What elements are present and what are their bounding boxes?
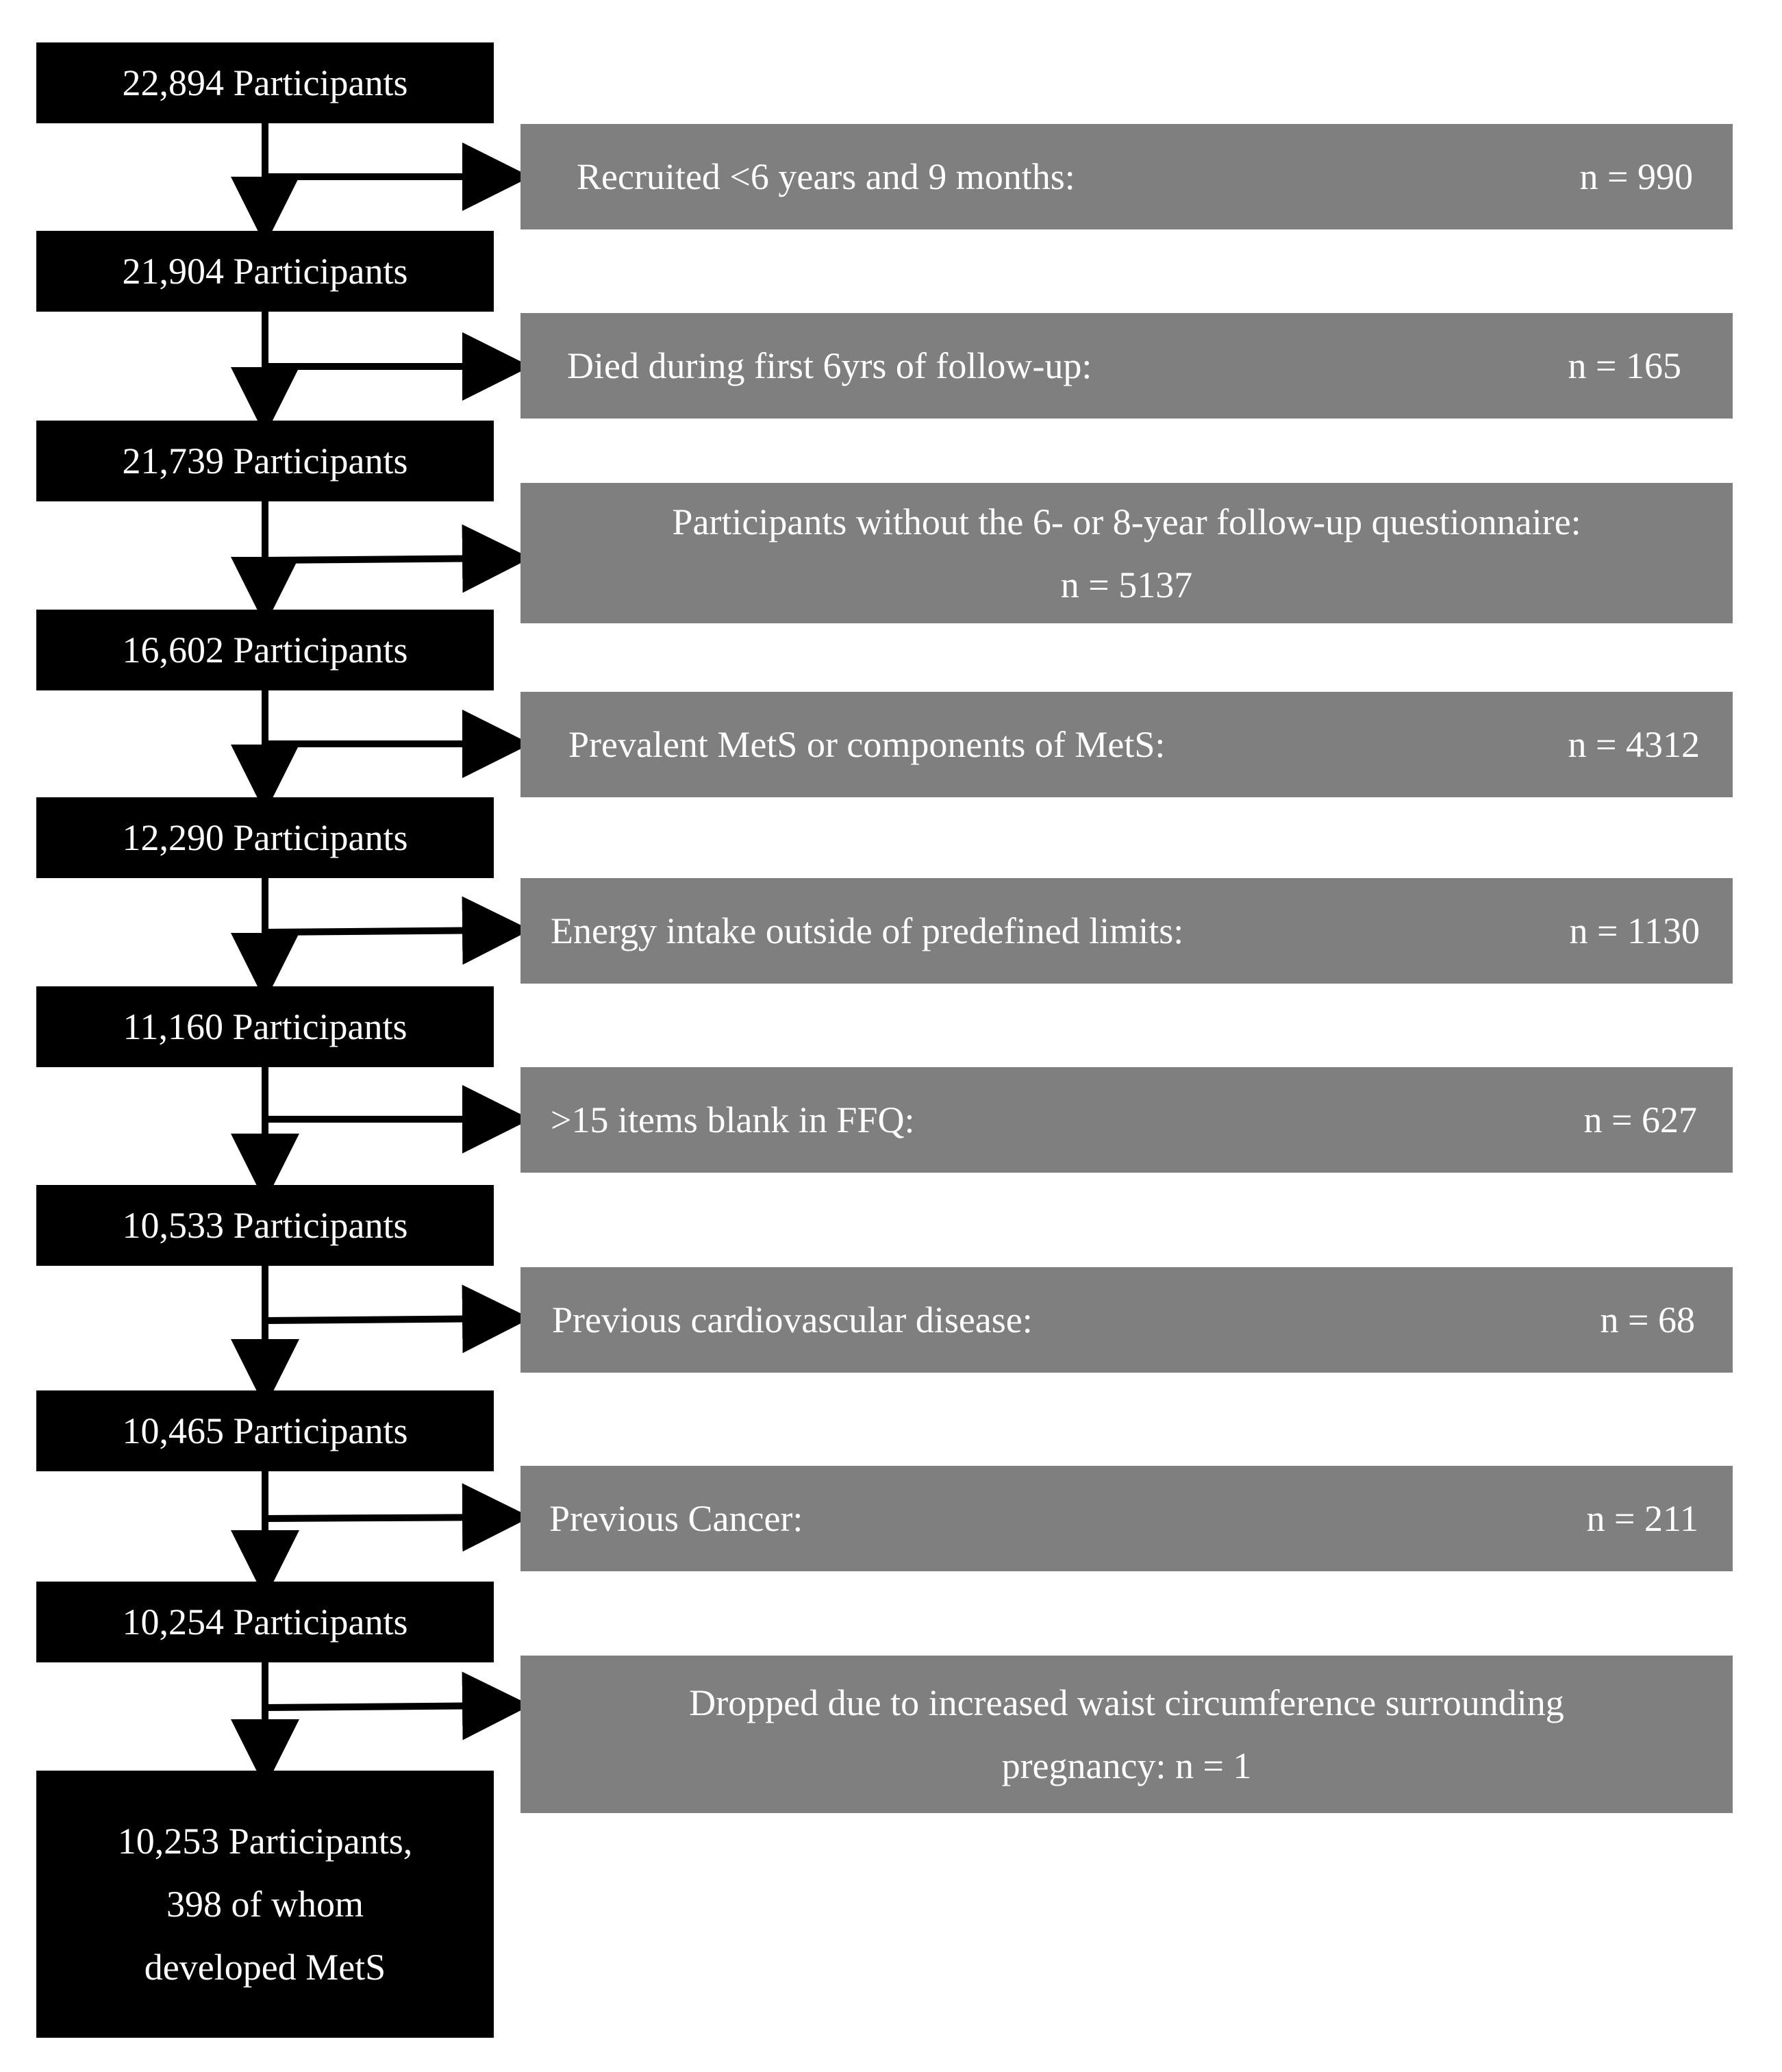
stage-box-2 [36, 231, 494, 312]
stage-box-4 [36, 610, 494, 690]
stage-box-3 [36, 421, 494, 501]
stage-label: 10,533 Participants [122, 1205, 408, 1246]
exclusion-box-3 [520, 483, 1733, 623]
exclusion-count: n = 627 [1583, 1099, 1697, 1140]
stage-label: 21,739 Participants [122, 440, 408, 482]
stage-label: 10,465 Participants [122, 1410, 408, 1451]
exclusion-count: n = 165 [1568, 345, 1681, 386]
exclusion-box-8 [520, 1466, 1733, 1571]
stage-label: 12,290 Participants [122, 817, 408, 858]
exclusion-label: Previous cardiovascular disease: [552, 1299, 1033, 1340]
exclusion-line-2: pregnancy: n = 1 [1001, 1745, 1252, 1786]
exclusion-label: Energy intake outside of predefined limits: [551, 910, 1184, 951]
exclusion-line-1: Dropped due to increased waist circumference surrounding [689, 1682, 1564, 1723]
final-cohort-box [36, 1771, 494, 2038]
exclusion-count: n = 4312 [1568, 724, 1700, 765]
side-arrow-5 [265, 930, 503, 932]
exclusion-label: Recruited <6 years and 9 months: [577, 156, 1075, 197]
exclusion-box-2 [520, 313, 1733, 419]
stage-label: 10,254 Participants [122, 1601, 408, 1643]
side-arrow-9 [265, 1706, 503, 1708]
stage-box-7 [36, 1185, 494, 1266]
exclusion-box-5 [520, 878, 1733, 984]
exclusion-count: n = 990 [1579, 156, 1693, 197]
exclusion-box-1 [520, 124, 1733, 229]
stage-label: 21,904 Participants [122, 251, 408, 292]
exclusion-box-7 [520, 1267, 1733, 1373]
exclusion-label: Died during first 6yrs of follow-up: [567, 345, 1092, 386]
stage-box-5 [36, 797, 494, 878]
final-line-1: 10,253 Participants, [117, 1821, 413, 1862]
exclusion-count: n = 1130 [1569, 910, 1700, 951]
stage-label: 11,160 Participants [123, 1006, 407, 1047]
final-line-2: 398 of whom [166, 1884, 364, 1925]
exclusion-label: >15 items blank in FFQ: [551, 1099, 915, 1140]
exclusion-count: n = 68 [1600, 1299, 1695, 1340]
exclusion-label: Prevalent MetS or components of MetS: [568, 724, 1166, 765]
exclusion-count: n = 211 [1586, 1498, 1698, 1539]
stage-box-1 [36, 42, 494, 123]
stage-box-9 [36, 1582, 494, 1662]
side-arrow-7 [265, 1319, 503, 1321]
stage-box-6 [36, 986, 494, 1067]
stage-label: 22,894 Participants [122, 62, 408, 103]
exclusion-box-9 [520, 1656, 1733, 1813]
exclusion-box-4 [520, 692, 1733, 797]
exclusion-line-2: n = 5137 [1060, 564, 1193, 606]
stage-label: 16,602 Participants [122, 629, 408, 671]
final-line-3: developed MetS [144, 1947, 386, 1988]
exclusion-line-1: Participants without the 6- or 8-year follow-up questionnaire: [672, 501, 1581, 542]
exclusion-box-6 [520, 1067, 1733, 1173]
exclusion-label: Previous Cancer: [549, 1498, 803, 1539]
side-arrow-8 [265, 1517, 503, 1519]
stage-box-8 [36, 1390, 494, 1471]
side-arrow-3 [265, 558, 503, 560]
